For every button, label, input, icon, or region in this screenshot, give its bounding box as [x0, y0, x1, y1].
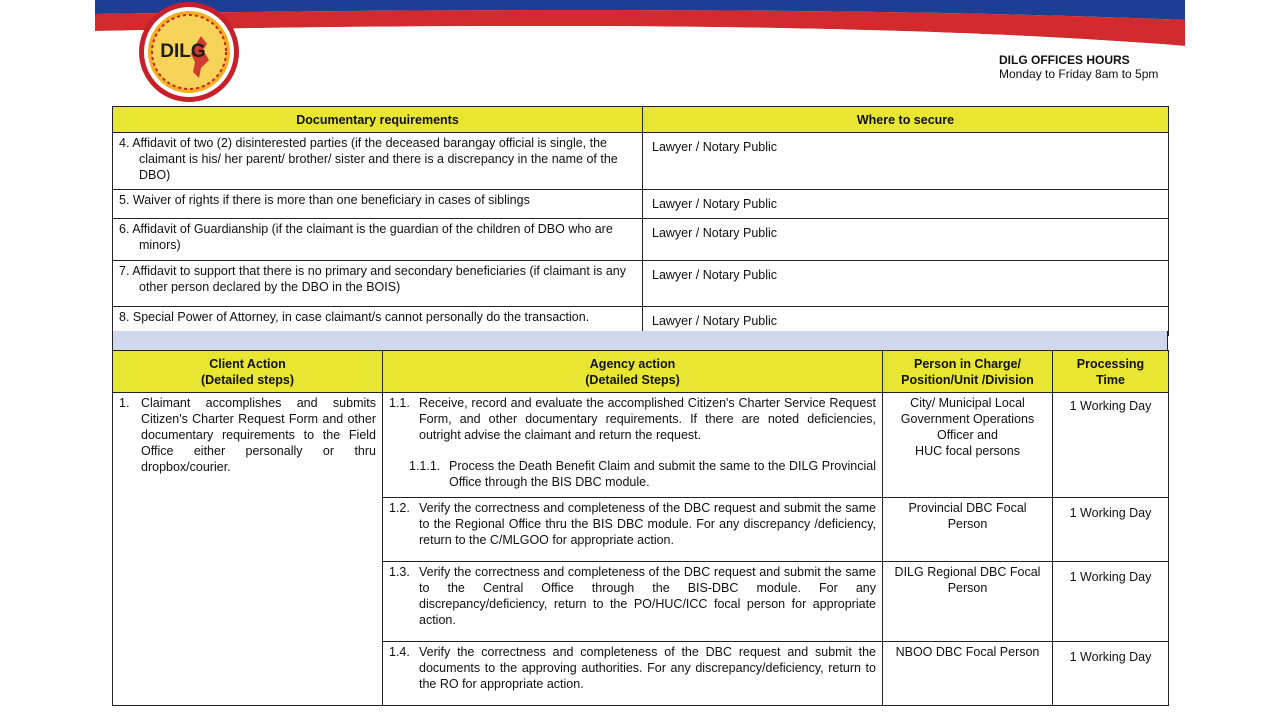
agency-step-text: Verify the correctness and completeness of the DBC request and submit the same to the Regional Office thru the BIS DBC module. For any discrepancy /deficiency, return to the C/MLGOO for appropriate action. — [419, 501, 876, 547]
header-client-action: Client Action (Detailed steps) — [113, 351, 383, 393]
where-to-secure-value: Lawyer / Notary Public — [643, 190, 1169, 219]
client-action-cell — [113, 393, 383, 706]
agency-substep-text: Process the Death Benefit Claim and submit the same to the DILG Provincial Office through the BIS DBC module. — [449, 459, 876, 489]
dilg-seal-logo — [137, 0, 241, 104]
person-in-charge-cell: City/ Municipal Local Government Operations Officer and HUC focal persons — [883, 393, 1053, 498]
agency-step-text: Receive, record and evaluate the accomplished Citizen's Charter Service Request Form, and other documentary requirements. If there are noted deficiencies, outright advise the claimant and return the request. — [419, 396, 876, 442]
agency-action-cell — [383, 393, 883, 498]
client-step-text: Claimant accomplishes and submits Citizen's Charter Request Form and other documentary requirements to the Field Office either personally or thru dropbox/courier. — [141, 396, 376, 474]
header-person-in-charge: Person in Charge/ Position/Unit /Division — [883, 351, 1053, 393]
documentary-requirements-table — [112, 106, 1169, 336]
agency-action-cell — [383, 562, 883, 642]
table-row — [113, 393, 1169, 498]
processing-time-value: 1 Working Day — [1053, 642, 1169, 706]
agency-step-text: Verify the correctness and completeness of the DBC request and submit the documents to the approving authorities. For any discrepancy/deficiency, return to the RO for appropriate action. — [419, 645, 876, 691]
header-agency-action: Agency action (Detailed Steps) — [383, 351, 883, 393]
where-to-secure-value: Lawyer / Notary Public — [643, 133, 1169, 190]
client-step-number: 1. — [119, 396, 130, 410]
processing-time-value: 1 Working Day — [1053, 562, 1169, 642]
process-steps-table — [112, 350, 1169, 706]
office-hours — [999, 53, 1158, 81]
office-hours-text: Monday to Friday 8am to 5pm — [999, 67, 1159, 81]
requirement-text: 7. Affidavit to support that there is no primary and secondary beneficiaries (if claimant is any other person declared by the DBO in the BOIS) — [119, 264, 626, 294]
where-to-secure-value: Lawyer / Notary Public — [643, 219, 1169, 261]
agency-action-cell — [383, 498, 883, 562]
person-in-charge-cell: DILG Regional DBC Focal Person — [883, 562, 1053, 642]
agency-step-number: 1.3. — [389, 565, 410, 579]
agency-action-cell — [383, 642, 883, 706]
table-row — [113, 133, 1169, 190]
requirement-text: 8. Special Power of Attorney, in case claimant/s cannot personally do the transaction. — [119, 310, 590, 324]
agency-step-number: 1.1. — [389, 396, 410, 410]
agency-step-number: 1.2. — [389, 501, 410, 515]
table-row — [113, 261, 1169, 307]
top-banner — [95, 0, 1185, 46]
processing-time-value: 1 Working Day — [1053, 393, 1169, 498]
agency-substep-number: 1.1.1. — [409, 459, 441, 473]
table-row — [113, 190, 1169, 219]
agency-step-number: 1.4. — [389, 645, 410, 659]
processing-time-value: 1 Working Day — [1053, 498, 1169, 562]
agency-step-text: Verify the correctness and completeness of the DBC request and submit the same to the Central Office through the BIS-DBC module. For any discrepancy/deficiency, return to the PO/HUC/ICC focal person for appropriate action. — [419, 565, 876, 627]
section-separator — [112, 331, 1168, 350]
header-processing-time: Processing Time — [1053, 351, 1169, 393]
person-in-charge-cell: Provincial DBC Focal Person — [883, 498, 1053, 562]
header-where-to-secure: Where to secure — [643, 107, 1169, 133]
person-in-charge-cell: NBOO DBC Focal Person — [883, 642, 1053, 706]
requirement-text: 5. Waiver of rights if there is more than one beneficiary in cases of siblings — [119, 193, 530, 207]
logo-text: DILG — [160, 41, 206, 62]
where-to-secure-value: Lawyer / Notary Public — [643, 261, 1169, 307]
header-documentary-requirements: Documentary requirements — [113, 107, 643, 133]
table-row — [113, 219, 1169, 261]
where-to-secure-value: Lawyer / Notary Public — [643, 307, 1169, 336]
requirement-text: 4. Affidavit of two (2) disinterested parties (if the deceased barangay official is single, the claimant is his/ her parent/ brother/ sister and there is a discrepancy in the name of the DBO) — [119, 136, 618, 182]
office-hours-title: DILG OFFICES HOURS — [999, 53, 1130, 67]
requirement-text: 6. Affidavit of Guardianship (if the claimant is the guardian of the children of DBO who are minors) — [119, 222, 613, 252]
